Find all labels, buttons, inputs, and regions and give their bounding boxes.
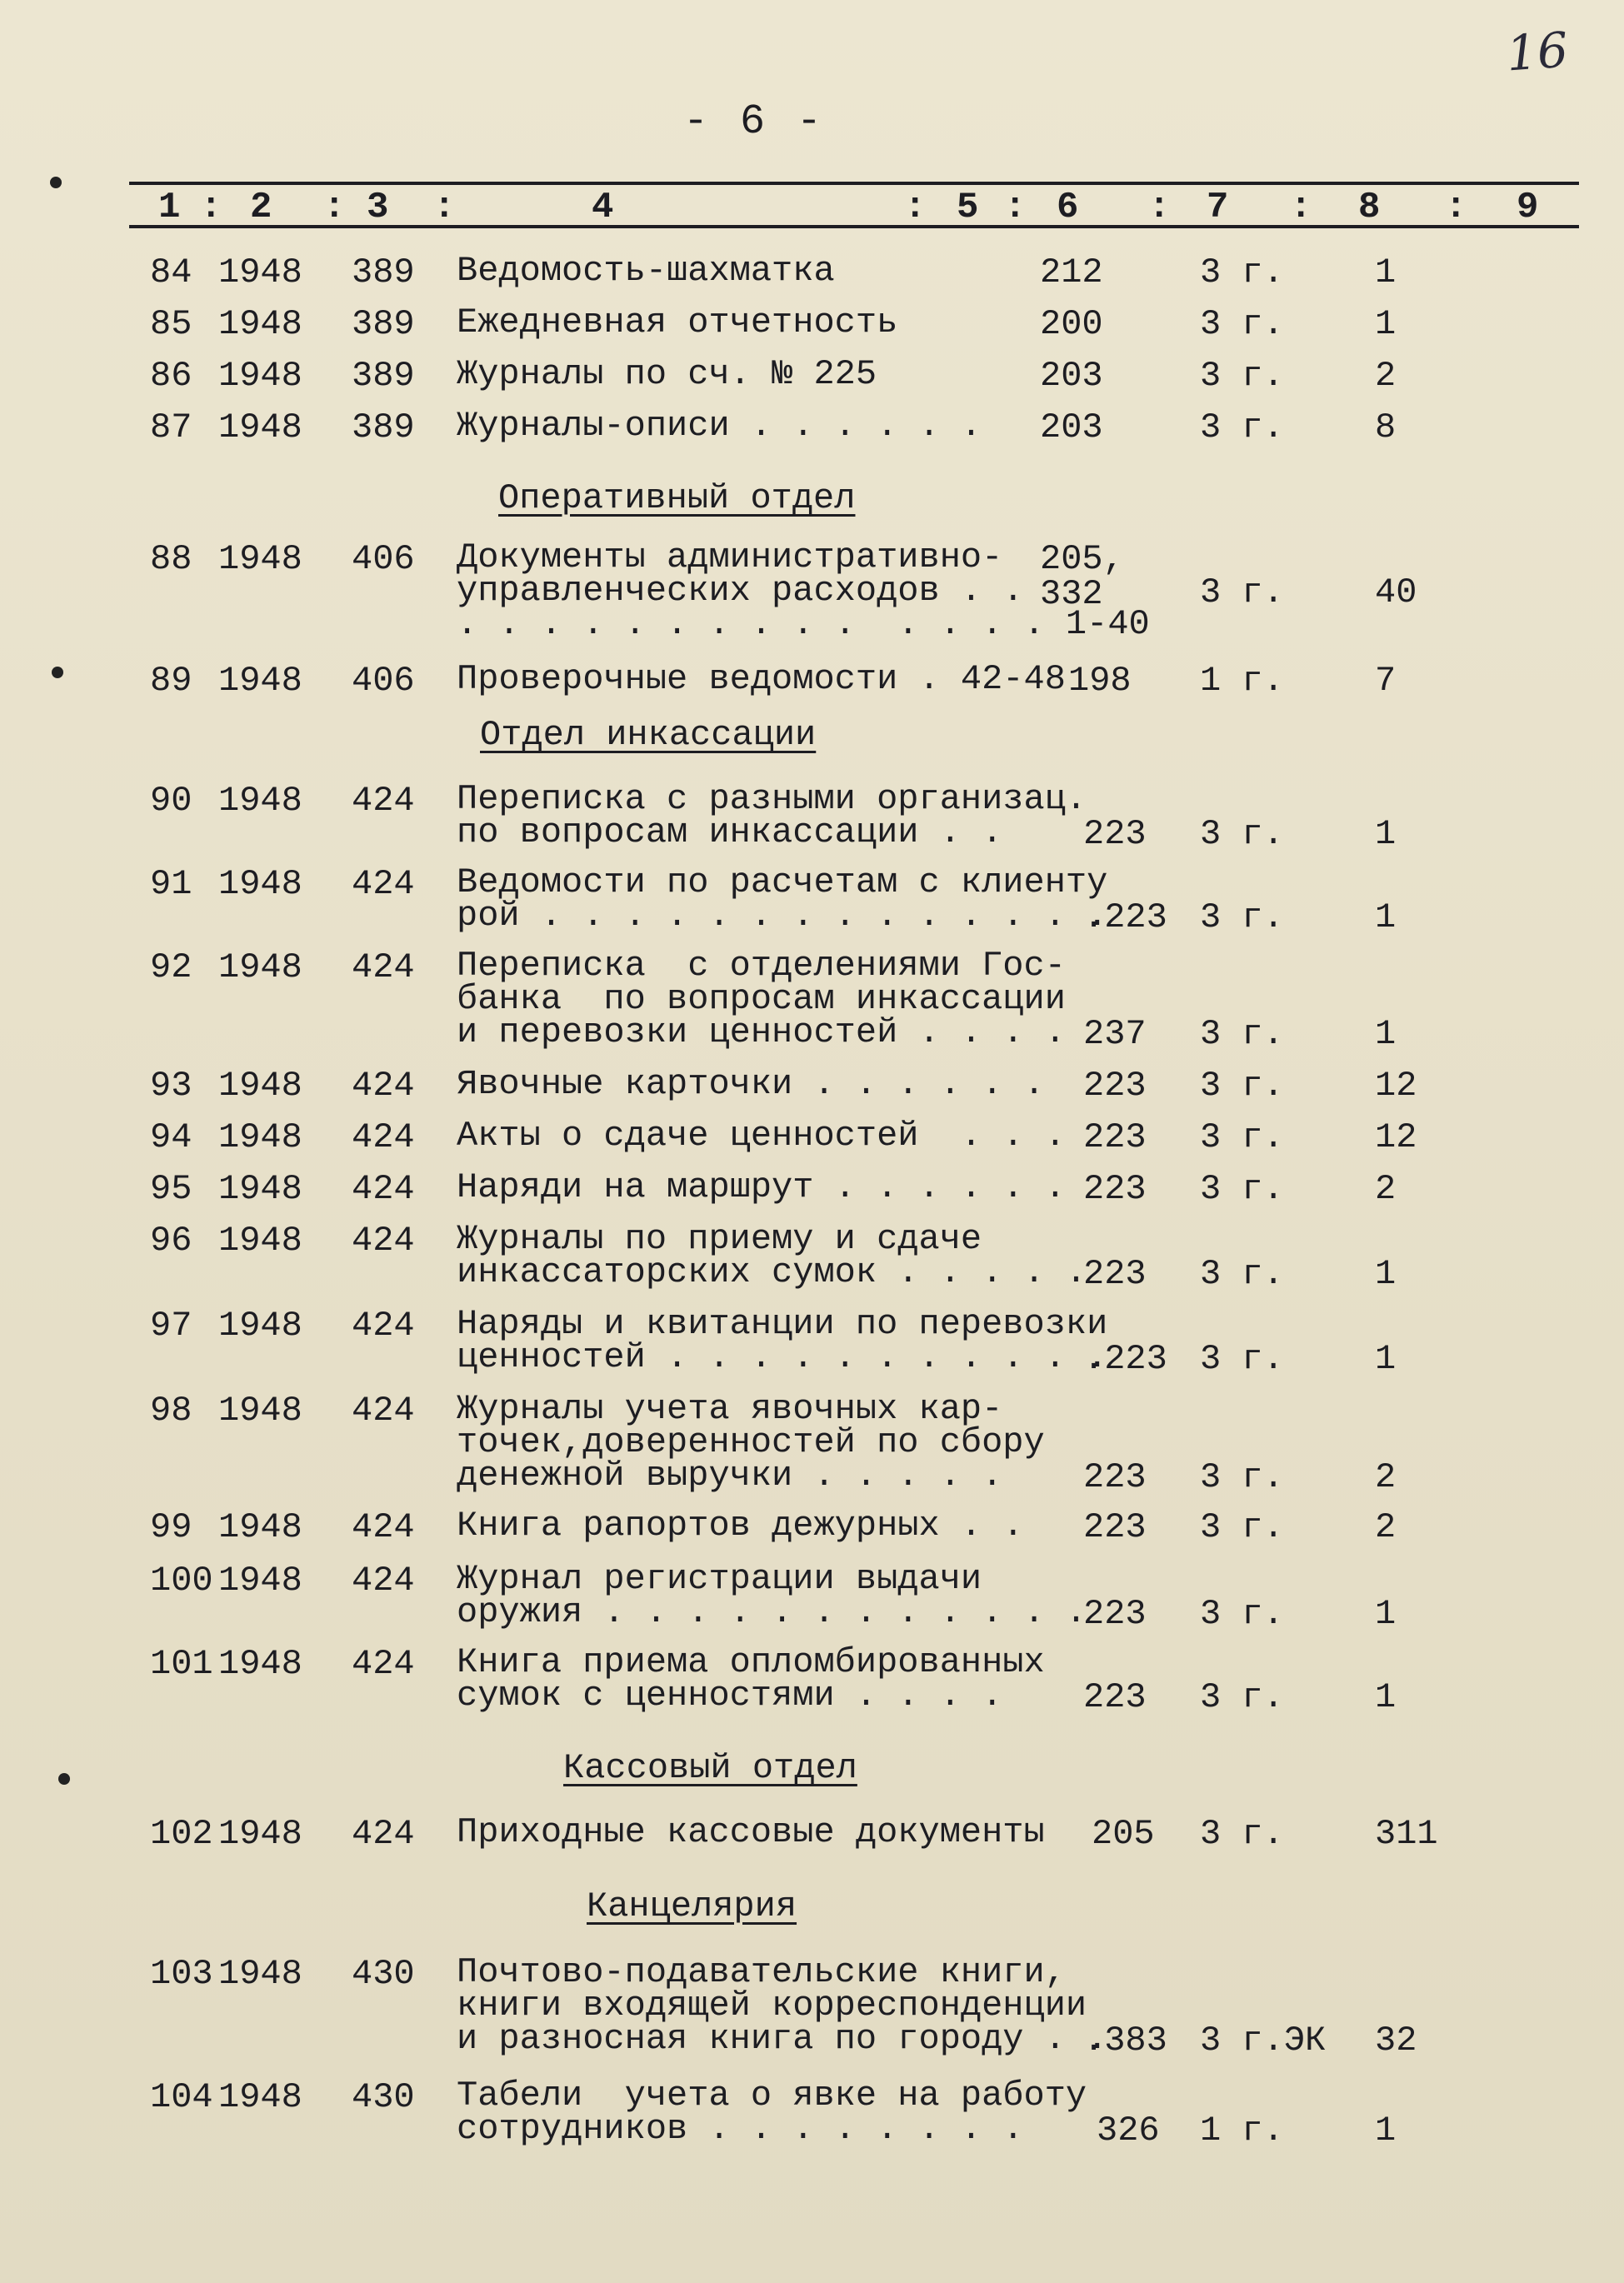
row-title-line: денежной выручки . . . . .: [457, 1456, 1003, 1496]
row-year: 1948: [218, 539, 302, 579]
row-title-line: Журналы учета явочных кар-: [457, 1389, 1003, 1429]
row-sheets: 223: [1083, 1066, 1147, 1106]
row-title-line: Переписка с отделениями Гос-: [457, 946, 1066, 986]
row-retention-period: 3 г.: [1200, 407, 1284, 447]
row-fund: 424: [352, 864, 415, 904]
row-number: 91: [150, 864, 192, 904]
row-quantity: 1: [1375, 1339, 1397, 1379]
row-sheets: 205: [1092, 1814, 1155, 1854]
row-number: 90: [150, 781, 192, 821]
row-title-line: . . . . . . . . . . . . . . 1-40: [457, 604, 1150, 644]
row-sheets: 198: [1068, 661, 1132, 701]
row-year: 1948: [218, 1507, 302, 1547]
row-fund: 424: [352, 1117, 415, 1157]
row-year: 1948: [218, 1391, 302, 1431]
row-fund: 430: [352, 1954, 415, 1994]
row-title-line: Наряды и квитанции по перевозки: [457, 1304, 1108, 1344]
row-year: 1948: [218, 1117, 302, 1157]
column-number: 5: [957, 187, 979, 228]
row-retention-period: 3 г.: [1200, 1814, 1284, 1854]
row-title-line: Журналы по приему и сдаче: [457, 1219, 982, 1259]
row-number: 103: [150, 1954, 213, 1994]
column-separator: :: [1004, 187, 1027, 228]
row-sheets: 237: [1083, 1014, 1147, 1054]
row-year: 1948: [218, 1561, 302, 1601]
row-title-line: Документы административно-: [457, 537, 1003, 577]
row-quantity: 311: [1375, 1814, 1438, 1854]
row-retention-period: 1 г.: [1200, 2111, 1284, 2151]
row-fund: 389: [352, 252, 415, 292]
row-number: 102: [150, 1814, 213, 1854]
row-quantity: 1: [1375, 897, 1397, 937]
row-number: 92: [150, 947, 192, 987]
row-title-line: Явочные карточки . . . . . .: [457, 1064, 1045, 1104]
row-year: 1948: [218, 1169, 302, 1209]
row-number: 98: [150, 1391, 192, 1431]
row-fund: 424: [352, 1391, 415, 1431]
row-year: 1948: [218, 661, 302, 701]
row-number: 95: [150, 1169, 192, 1209]
row-title-line: Наряди на маршрут . . . . . .: [457, 1167, 1066, 1207]
section-heading-office: Канцелярия: [587, 1886, 797, 1926]
row-sheets: 223: [1083, 1507, 1147, 1547]
row-retention-period: 3 г.: [1200, 814, 1284, 854]
row-quantity: 1: [1375, 1594, 1397, 1634]
row-retention-period: 3 г.: [1200, 304, 1284, 344]
row-year: 1948: [218, 1954, 302, 1994]
row-quantity: 40: [1375, 572, 1417, 612]
row-year: 1948: [218, 407, 302, 447]
row-retention-period: 3 г.: [1200, 1169, 1284, 1209]
row-sheets: .223: [1083, 897, 1167, 937]
column-separator: :: [1445, 187, 1467, 228]
row-quantity: 2: [1375, 1507, 1397, 1547]
punch-mark: [52, 667, 63, 678]
row-retention-period: 3 г.: [1200, 572, 1284, 612]
row-year: 1948: [218, 304, 302, 344]
row-number: 101: [150, 1644, 213, 1684]
row-fund: 406: [352, 539, 415, 579]
row-year: 1948: [218, 2077, 302, 2117]
column-number: 9: [1517, 187, 1539, 228]
row-title-line: Книга рапортов дежурных . .: [457, 1506, 1024, 1546]
column-separator: :: [323, 187, 346, 228]
row-retention-period: 3 г.: [1200, 1339, 1284, 1379]
column-separator: :: [904, 187, 927, 228]
row-sheets: 223: [1083, 1594, 1147, 1634]
row-fund: 389: [352, 356, 415, 396]
row-retention-period: 3 г.: [1200, 1014, 1284, 1054]
row-sheets: .383: [1083, 2021, 1167, 2061]
row-title-line: Журналы-описи . . . . . .: [457, 406, 982, 446]
row-retention-period: 3 г.: [1200, 1507, 1284, 1547]
row-number: 104: [150, 2077, 213, 2117]
row-fund: 424: [352, 1306, 415, 1346]
page-number: - 6 -: [683, 98, 826, 146]
row-number: 85: [150, 304, 192, 344]
row-title-line: и перевозки ценностей . . . .: [457, 1012, 1066, 1052]
row-sheets: 223: [1083, 1169, 1147, 1209]
row-retention-period: 3 г.: [1200, 1254, 1284, 1294]
row-quantity: 32: [1375, 2021, 1417, 2061]
row-sheets: .223: [1083, 1339, 1167, 1379]
column-separator: :: [1148, 187, 1171, 228]
row-quantity: 1: [1375, 814, 1397, 854]
column-separator: :: [433, 187, 456, 228]
row-title-line: и разносная книга по городу . .: [457, 2019, 1108, 2059]
row-quantity: 8: [1375, 407, 1397, 447]
row-sheets: 203: [1040, 356, 1103, 396]
section-heading-operative: Оперативный отдел: [498, 478, 856, 518]
column-number: 2: [250, 187, 272, 228]
row-retention-period: 3 г.: [1200, 356, 1284, 396]
row-year: 1948: [218, 1221, 302, 1261]
row-sheets: 223: [1083, 1677, 1147, 1717]
handwritten-sheet-number: 16: [1504, 21, 1571, 82]
row-fund: 424: [352, 1221, 415, 1261]
row-sheets: 200: [1040, 304, 1103, 344]
row-title-line: Акты о сдаче ценностей . . .: [457, 1116, 1066, 1156]
row-quantity: 2: [1375, 1457, 1397, 1497]
row-year: 1948: [218, 1306, 302, 1346]
column-separator: :: [200, 187, 222, 228]
row-title-line: сотрудников . . . . . . . .: [457, 2109, 1024, 2149]
row-year: 1948: [218, 781, 302, 821]
row-retention-period: 3 г.: [1200, 1066, 1284, 1106]
row-fund: 424: [352, 1169, 415, 1209]
row-fund: 424: [352, 1644, 415, 1684]
row-title-line: Приходные кассовые документы: [457, 1812, 1045, 1852]
row-number: 93: [150, 1066, 192, 1106]
row-retention-period: 3 г.ЭК: [1200, 2021, 1327, 2061]
row-title-line: книги входящей корреспонденции: [457, 1986, 1087, 2026]
row-title-line: банка по вопросам инкассации: [457, 979, 1066, 1019]
row-quantity: 1: [1375, 1014, 1397, 1054]
row-title-line: рой . . . . . . . . . . . . . .: [457, 896, 1108, 936]
row-sheets: 326: [1097, 2111, 1160, 2151]
row-title-line: Ведомость-шахматка: [457, 251, 835, 291]
row-retention-period: 3 г.: [1200, 1677, 1284, 1717]
row-number: 99: [150, 1507, 192, 1547]
row-fund: 424: [352, 1066, 415, 1106]
row-fund: 424: [352, 947, 415, 987]
row-fund: 424: [352, 1561, 415, 1601]
row-year: 1948: [218, 1814, 302, 1854]
row-sheets: 212: [1040, 252, 1103, 292]
row-title-line: Ежедневная отчетность: [457, 302, 898, 342]
column-number: 4: [592, 187, 614, 228]
row-quantity: 2: [1375, 1169, 1397, 1209]
row-number: 87: [150, 407, 192, 447]
row-title-line: сумок с ценностями . . . .: [457, 1676, 1003, 1716]
section-heading-collection: Отдел инкассации: [480, 715, 817, 755]
column-separator: :: [1290, 187, 1312, 228]
punch-mark: [50, 177, 62, 188]
column-number: 8: [1358, 187, 1381, 228]
row-quantity: 1: [1375, 304, 1397, 344]
section-heading-cash: Кассовый отдел: [563, 1748, 857, 1788]
row-title-line: Почтово-подавательские книги,: [457, 1952, 1066, 1992]
row-title-line: по вопросам инкассации . .: [457, 812, 1003, 852]
row-fund: 424: [352, 781, 415, 821]
row-title-line: Ведомости по расчетам с клиенту: [457, 862, 1108, 902]
row-number: 97: [150, 1306, 192, 1346]
row-fund: 389: [352, 407, 415, 447]
row-year: 1948: [218, 864, 302, 904]
row-sheets: 223: [1083, 1254, 1147, 1294]
row-number: 100: [150, 1561, 213, 1601]
row-retention-period: 3 г.: [1200, 1117, 1284, 1157]
row-quantity: 12: [1375, 1117, 1417, 1157]
row-year: 1948: [218, 252, 302, 292]
row-year: 1948: [218, 1644, 302, 1684]
row-quantity: 7: [1375, 661, 1397, 701]
row-fund: 424: [352, 1814, 415, 1854]
row-title-line: оружия . . . . . . . . . . . .: [457, 1592, 1087, 1632]
row-year: 1948: [218, 1066, 302, 1106]
row-retention-period: 1 г.: [1200, 661, 1284, 701]
row-title-line: Журнал регистрации выдачи: [457, 1559, 982, 1599]
row-number: 89: [150, 661, 192, 701]
row-title-line: Табели учета о явке на работу: [457, 2076, 1087, 2116]
row-retention-period: 3 г.: [1200, 1594, 1284, 1634]
row-quantity: 1: [1375, 1254, 1397, 1294]
row-number: 86: [150, 356, 192, 396]
row-fund: 424: [352, 1507, 415, 1547]
column-number: 7: [1207, 187, 1229, 228]
punch-mark: [58, 1773, 70, 1785]
row-sheets: 205, 332: [1040, 539, 1124, 614]
row-title-line: управленческих расходов . .: [457, 571, 1024, 611]
row-sheets: 203: [1040, 407, 1103, 447]
row-quantity: 1: [1375, 1677, 1397, 1717]
row-title-line: Переписка с разными организац.: [457, 779, 1087, 819]
column-number: 3: [367, 187, 389, 228]
row-sheets: 223: [1083, 1457, 1147, 1497]
row-number: 88: [150, 539, 192, 579]
row-quantity: 12: [1375, 1066, 1417, 1106]
row-title-line: Журналы по сч. № 225: [457, 354, 877, 394]
row-number: 94: [150, 1117, 192, 1157]
row-quantity: 2: [1375, 356, 1397, 396]
row-quantity: 1: [1375, 2111, 1397, 2151]
row-year: 1948: [218, 356, 302, 396]
row-fund: 430: [352, 2077, 415, 2117]
row-retention-period: 3 г.: [1200, 897, 1284, 937]
row-fund: 389: [352, 304, 415, 344]
row-retention-period: 3 г.: [1200, 1457, 1284, 1497]
row-title-line: инкассаторских сумок . . . . .: [457, 1252, 1087, 1292]
row-title-line: Проверочные ведомости . 42-48: [457, 659, 1066, 699]
row-title-line: Книга приема опломбированных: [457, 1642, 1045, 1682]
header-top-rule: [129, 182, 1579, 185]
row-title-line: ценностей . . . . . . . . . . .: [457, 1337, 1108, 1377]
row-title-line: точек,доверенностей по сбору: [457, 1422, 1045, 1462]
row-quantity: 1: [1375, 252, 1397, 292]
row-number: 96: [150, 1221, 192, 1261]
row-retention-period: 3 г.: [1200, 252, 1284, 292]
row-year: 1948: [218, 947, 302, 987]
column-number: 6: [1057, 187, 1079, 228]
row-fund: 406: [352, 661, 415, 701]
row-sheets: 223: [1083, 814, 1147, 854]
column-number: 1: [158, 187, 181, 228]
row-number: 84: [150, 252, 192, 292]
row-sheets: 223: [1083, 1117, 1147, 1157]
